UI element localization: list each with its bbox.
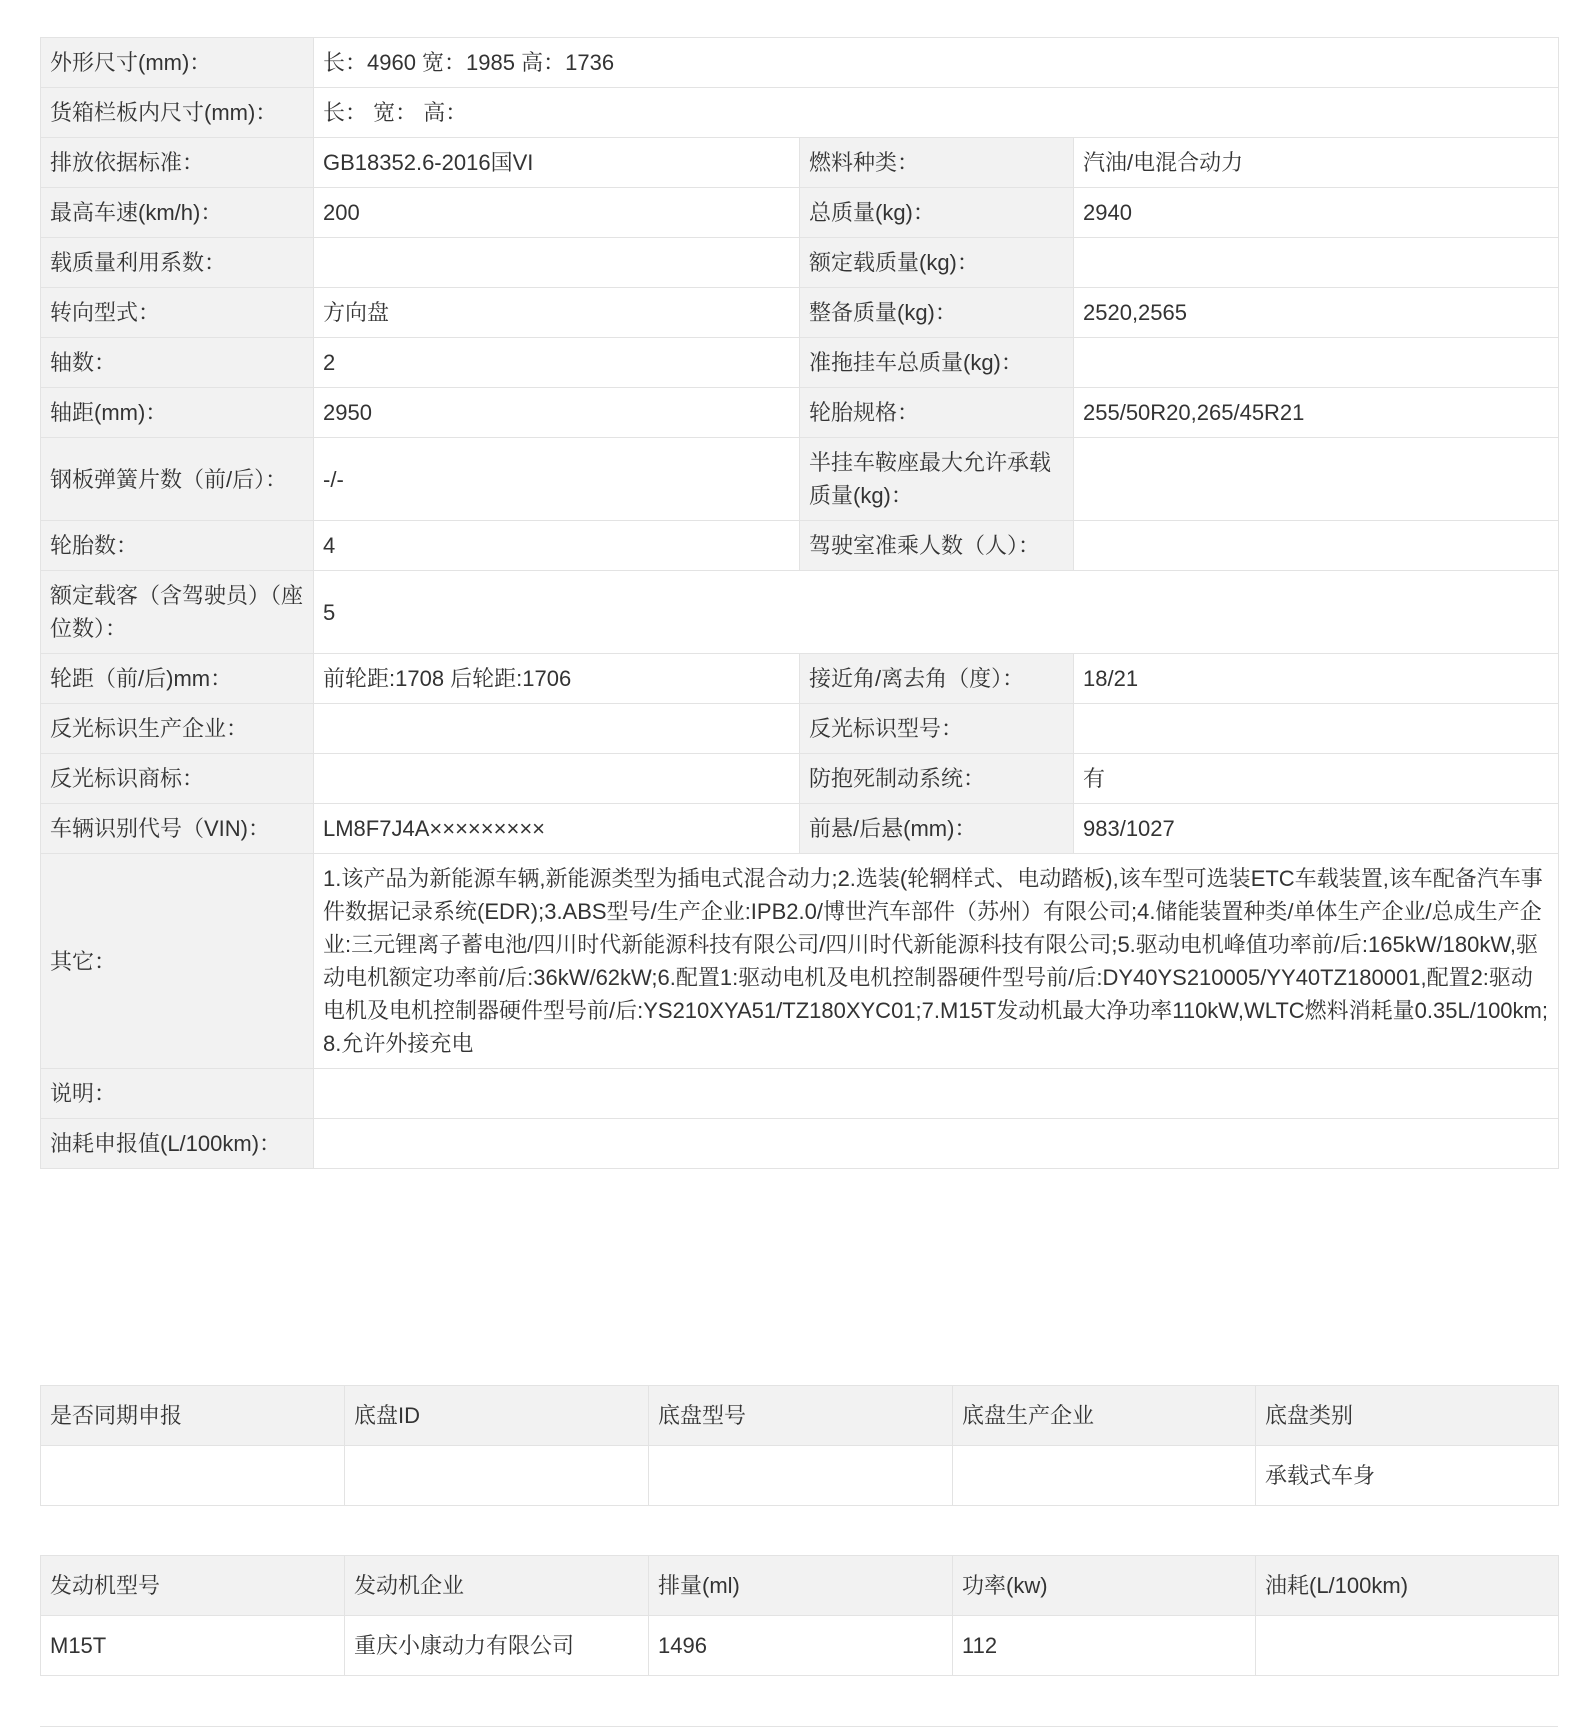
spec-label: 油耗申报值(L/100km)： xyxy=(41,1119,314,1169)
spec-label: 轮距（前/后)mm： xyxy=(41,654,314,704)
divider xyxy=(40,1726,1558,1727)
spec-label: 额定载客（含驾驶员）（座位数）： xyxy=(41,571,314,654)
spec-row xyxy=(41,1069,1559,1119)
spec-row xyxy=(41,1119,1559,1169)
spec-row xyxy=(41,654,1559,704)
spec-value xyxy=(314,704,800,754)
spec-value: 200 xyxy=(314,188,800,238)
spec-value: 2940 xyxy=(1074,188,1559,238)
spec-value xyxy=(1074,521,1559,571)
spec-row xyxy=(41,704,1559,754)
spec-value: 5 xyxy=(314,571,1559,654)
spec-label: 防抱死制动系统： xyxy=(800,754,1074,804)
spec-value: 983/1027 xyxy=(1074,804,1559,854)
spec-value: 汽油/电混合动力 xyxy=(1074,138,1559,188)
spec-label: 说明： xyxy=(41,1069,314,1119)
spec-label: 排放依据标准： xyxy=(41,138,314,188)
spec-row xyxy=(41,238,1559,288)
spec-value: 4 xyxy=(314,521,800,571)
spec-value xyxy=(1074,338,1559,388)
spec-label: 最高车速(km/h)： xyxy=(41,188,314,238)
spec-value: 有 xyxy=(1074,754,1559,804)
chassis-data-row xyxy=(41,1446,1559,1506)
engine-cell: 1496 xyxy=(649,1616,953,1676)
spec-row xyxy=(41,138,1559,188)
engine-header-cell: 发动机型号 xyxy=(41,1556,345,1616)
spec-label: 整备质量(kg)： xyxy=(800,288,1074,338)
spec-value: -/- xyxy=(314,438,800,521)
spec-value: 2 xyxy=(314,338,800,388)
spec-row xyxy=(41,571,1559,654)
chassis-header-row xyxy=(41,1386,1559,1446)
chassis-table xyxy=(40,1385,1559,1506)
spec-label: 总质量(kg)： xyxy=(800,188,1074,238)
engine-header-cell: 发动机企业 xyxy=(345,1556,649,1616)
chassis-cell xyxy=(649,1446,953,1506)
spec-label: 反光标识型号： xyxy=(800,704,1074,754)
spec-label: 轮胎规格： xyxy=(800,388,1074,438)
chassis-header-cell: 底盘生产企业 xyxy=(953,1386,1256,1446)
engine-cell: 112 xyxy=(953,1616,1256,1676)
spec-row xyxy=(41,338,1559,388)
spec-value: GB18352.6-2016国VI xyxy=(314,138,800,188)
chassis-header-cell: 底盘型号 xyxy=(649,1386,953,1446)
spec-row xyxy=(41,754,1559,804)
engine-header-row xyxy=(41,1556,1559,1616)
spec-label: 车辆识别代号（VIN)： xyxy=(41,804,314,854)
engine-header-cell: 功率(kw) xyxy=(953,1556,1256,1616)
engine-data-row xyxy=(41,1616,1559,1676)
spec-value: 18/21 xyxy=(1074,654,1559,704)
chassis-cell xyxy=(345,1446,649,1506)
spec-label: 额定载质量(kg)： xyxy=(800,238,1074,288)
spec-value: 255/50R20,265/45R21 xyxy=(1074,388,1559,438)
spec-row xyxy=(41,438,1559,521)
spec-value xyxy=(314,754,800,804)
spec-value: LM8F7J4A××××××××× xyxy=(314,804,800,854)
spec-row xyxy=(41,854,1559,1069)
spec-label: 反光标识商标： xyxy=(41,754,314,804)
spec-value: 2520,2565 xyxy=(1074,288,1559,338)
chassis-cell xyxy=(953,1446,1256,1506)
spec-label: 货箱栏板内尺寸(mm)： xyxy=(41,88,314,138)
spec-label: 准拖挂车总质量(kg)： xyxy=(800,338,1074,388)
chassis-cell xyxy=(41,1446,345,1506)
spec-label: 燃料种类： xyxy=(800,138,1074,188)
spec-value xyxy=(314,238,800,288)
spec-value: 2950 xyxy=(314,388,800,438)
vehicle-spec-table xyxy=(40,37,1559,1169)
spec-value: 前轮距:1708 后轮距:1706 xyxy=(314,654,800,704)
spec-row xyxy=(41,804,1559,854)
engine-header-cell: 油耗(L/100km) xyxy=(1256,1556,1559,1616)
chassis-header-cell: 底盘类别 xyxy=(1256,1386,1559,1446)
spec-value xyxy=(314,1119,1559,1169)
spec-value xyxy=(314,1069,1559,1119)
spec-value xyxy=(1074,438,1559,521)
engine-table xyxy=(40,1555,1559,1676)
spec-value xyxy=(1074,704,1559,754)
spec-value: 长： 宽： 高： xyxy=(314,88,1559,138)
spec-label: 载质量利用系数： xyxy=(41,238,314,288)
engine-cell xyxy=(1256,1616,1559,1676)
engine-cell: M15T xyxy=(41,1616,345,1676)
spec-label: 轮胎数： xyxy=(41,521,314,571)
spec-row xyxy=(41,521,1559,571)
chassis-header-cell: 是否同期申报 xyxy=(41,1386,345,1446)
spec-label: 驾驶室准乘人数（人）： xyxy=(800,521,1074,571)
spec-label: 轴距(mm)： xyxy=(41,388,314,438)
spec-label: 半挂车鞍座最大允许承载质量(kg)： xyxy=(800,438,1074,521)
chassis-cell: 承载式车身 xyxy=(1256,1446,1559,1506)
spec-row xyxy=(41,388,1559,438)
spec-row xyxy=(41,88,1559,138)
spec-value: 1.该产品为新能源车辆,新能源类型为插电式混合动力;2.选装(轮辋样式、电动踏板),该车型可选装ETC车载装置,该车配备汽车事件数据记录系统(EDR);3.ABS型号/生产企业:IPB2.0/博世汽车部件（苏州）有限公司;4.储能装置种类/单体生产企业/总成生产企业:三元锂离子蓄电池/四川时代新能源科技有限公司/四川时代新能源科技有限公司;5.驱动电机峰值功率前/后:165kW/180kW,驱动电机额定功率前/后:36kW/62kW;6.配置1:驱动电机及电机控制器硬件型号前/后:DY40YS210005/YY40TZ180001,配置2:驱动电机及电机控制器硬件型号前/后:YS210XYA51/TZ180XYC01;7.M15T发动机最大净功率110kW,WLTC燃料消耗量0.35L/100km;8.允许外接充电 xyxy=(314,854,1559,1069)
engine-cell: 重庆小康动力有限公司 xyxy=(345,1616,649,1676)
spec-value: 方向盘 xyxy=(314,288,800,338)
spec-label: 转向型式： xyxy=(41,288,314,338)
spec-label: 接近角/离去角（度）： xyxy=(800,654,1074,704)
spec-row xyxy=(41,38,1559,88)
spec-row xyxy=(41,288,1559,338)
spec-label: 反光标识生产企业： xyxy=(41,704,314,754)
spec-label: 前悬/后悬(mm)： xyxy=(800,804,1074,854)
spec-label: 钢板弹簧片数（前/后）： xyxy=(41,438,314,521)
spec-label: 外形尺寸(mm)： xyxy=(41,38,314,88)
engine-header-cell: 排量(ml) xyxy=(649,1556,953,1616)
chassis-header-cell: 底盘ID xyxy=(345,1386,649,1446)
spec-row xyxy=(41,188,1559,238)
spec-label: 轴数： xyxy=(41,338,314,388)
spec-value xyxy=(1074,238,1559,288)
spec-label: 其它： xyxy=(41,854,314,1069)
spec-value: 长：4960 宽：1985 高：1736 xyxy=(314,38,1559,88)
